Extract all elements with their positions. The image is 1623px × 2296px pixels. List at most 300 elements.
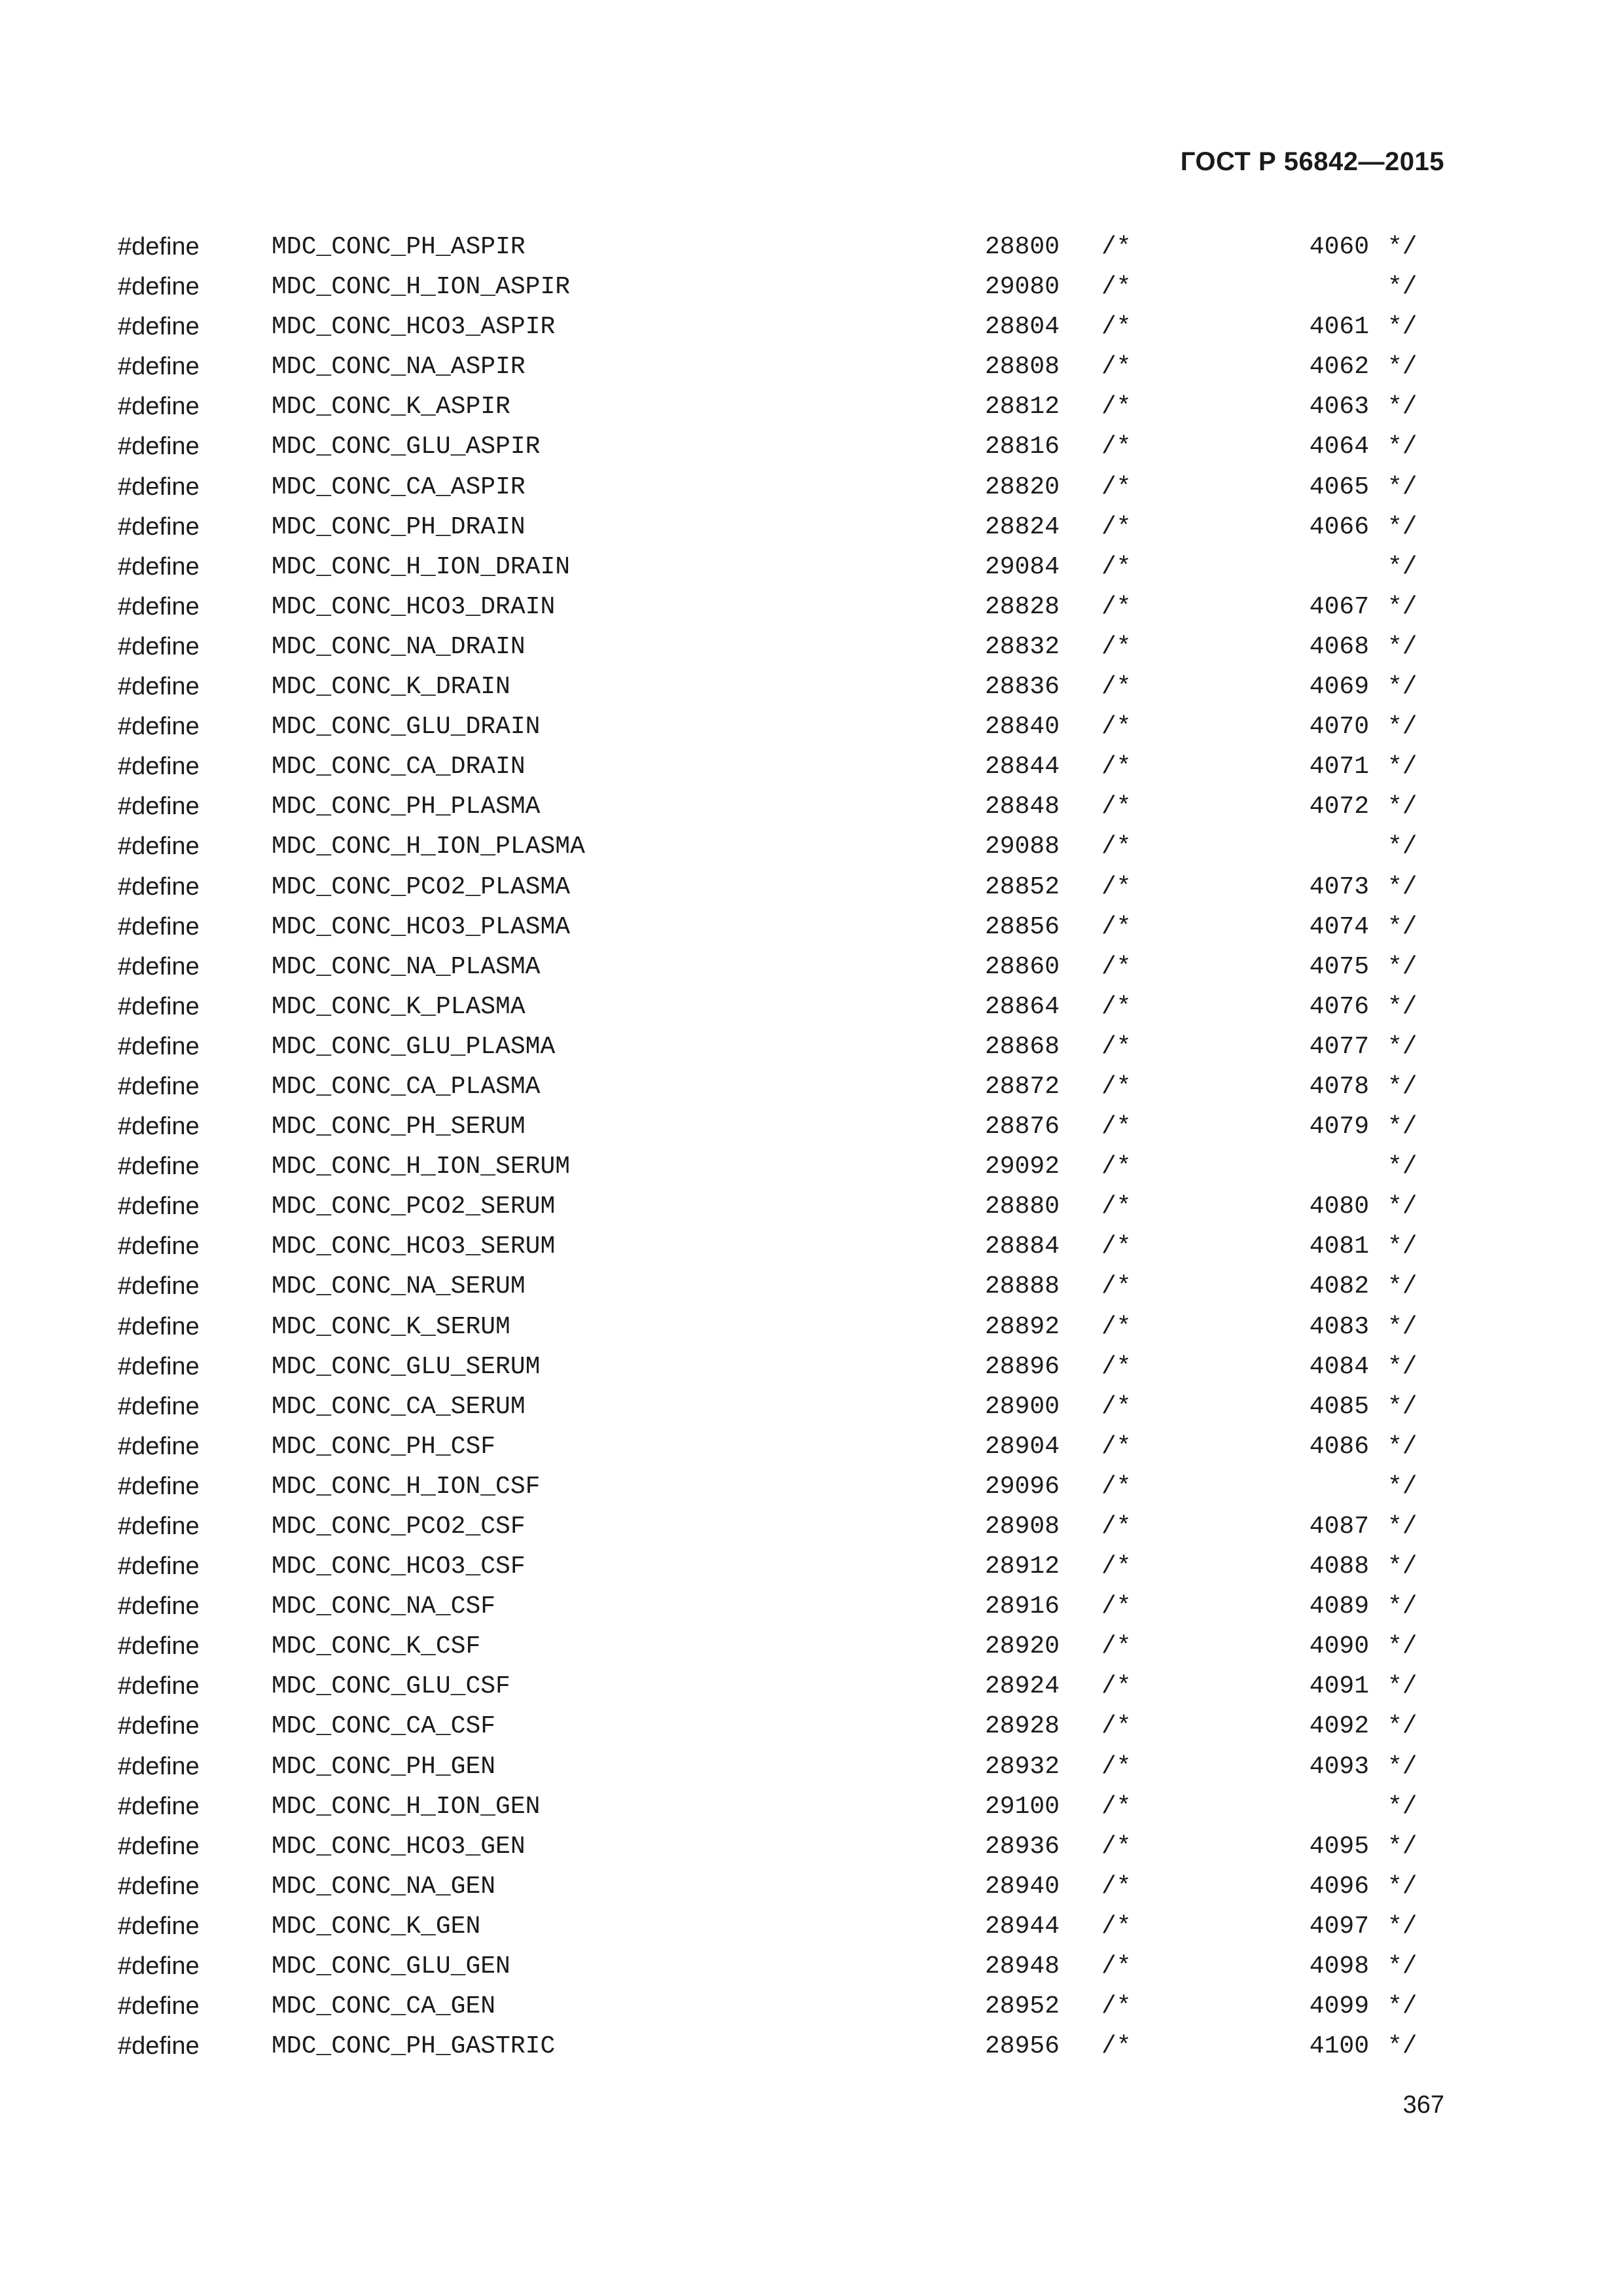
comment-open: /*: [1101, 1832, 1132, 1861]
comment-open: /*: [1101, 1072, 1132, 1101]
comment-close: */: [1387, 1352, 1418, 1381]
define-keyword: #define: [118, 1113, 200, 1141]
macro-value: 28880: [985, 1193, 1060, 1221]
comment-open: /*: [1101, 1193, 1132, 1221]
comment-open: /*: [1101, 833, 1132, 861]
define-keyword: #define: [118, 1072, 200, 1100]
define-row: [0, 787, 1623, 827]
define-row: [0, 1027, 1623, 1067]
define-row: [0, 547, 1623, 587]
comment-close: */: [1387, 673, 1418, 702]
define-row: [0, 1827, 1623, 1867]
define-row: [0, 1147, 1623, 1187]
macro-value: 28916: [985, 1592, 1060, 1621]
comment-open: /*: [1101, 1872, 1132, 1901]
macro-name: MDC_CONC_HCO3_ASPIR: [272, 313, 556, 342]
comment-code: 4078: [1309, 1072, 1369, 1101]
define-keyword: #define: [118, 1193, 200, 1221]
define-keyword: #define: [118, 433, 200, 461]
comment-code: 4068: [1309, 632, 1369, 661]
define-keyword: #define: [118, 592, 200, 620]
define-row: [0, 427, 1623, 467]
macro-value: 28840: [985, 713, 1060, 742]
macro-name: MDC_CONC_H_ION_SERUM: [272, 1153, 571, 1181]
macro-name: MDC_CONC_H_ION_PLASMA: [272, 833, 585, 861]
comment-code: 4093: [1309, 1752, 1369, 1781]
macro-value: 28932: [985, 1752, 1060, 1781]
define-keyword: #define: [118, 1472, 200, 1500]
comment-close: */: [1387, 233, 1418, 261]
macro-value: 28888: [985, 1272, 1060, 1301]
macro-name: MDC_CONC_NA_ASPIR: [272, 353, 526, 382]
comment-open: /*: [1101, 1792, 1132, 1821]
define-keyword: #define: [118, 1552, 200, 1581]
comment-close: */: [1387, 1872, 1418, 1901]
macro-value: 28824: [985, 512, 1060, 541]
macro-value: 28876: [985, 1113, 1060, 1141]
define-row: [0, 307, 1623, 347]
define-row: [0, 1706, 1623, 1746]
macro-name: MDC_CONC_PH_CSF: [272, 1432, 496, 1461]
comment-open: /*: [1101, 1392, 1132, 1421]
comment-close: */: [1387, 512, 1418, 541]
define-keyword: #define: [118, 1952, 200, 1981]
define-keyword: #define: [118, 233, 200, 260]
comment-open: /*: [1101, 753, 1132, 781]
comment-open: /*: [1101, 992, 1132, 1021]
comment-code: 4080: [1309, 1193, 1369, 1221]
comment-code: 4076: [1309, 992, 1369, 1021]
define-keyword: #define: [118, 1752, 200, 1780]
comment-code: 4089: [1309, 1592, 1369, 1621]
define-keyword: #define: [118, 833, 200, 861]
comment-open: /*: [1101, 1752, 1132, 1781]
define-keyword: #define: [118, 473, 200, 501]
comment-open: /*: [1101, 1912, 1132, 1941]
macro-value: 28944: [985, 1912, 1060, 1941]
define-keyword: #define: [118, 1792, 200, 1820]
comment-open: /*: [1101, 1672, 1132, 1701]
define-row: [0, 1907, 1623, 1946]
macro-name: MDC_CONC_H_ION_DRAIN: [272, 552, 571, 581]
comment-close: */: [1387, 1752, 1418, 1781]
define-keyword: #define: [118, 273, 200, 301]
define-keyword: #define: [118, 1032, 200, 1060]
comment-code: 4085: [1309, 1392, 1369, 1421]
comment-close: */: [1387, 313, 1418, 342]
comment-code: 4072: [1309, 793, 1369, 821]
comment-close: */: [1387, 1472, 1418, 1501]
comment-code: 4098: [1309, 1952, 1369, 1981]
macro-value: 28856: [985, 912, 1060, 941]
macro-name: MDC_CONC_GLU_PLASMA: [272, 1032, 556, 1061]
comment-open: /*: [1101, 1032, 1132, 1061]
define-row: [0, 1107, 1623, 1147]
comment-code: 4071: [1309, 753, 1369, 781]
define-keyword: #define: [118, 353, 200, 381]
macro-value: 28816: [985, 433, 1060, 461]
macro-name: MDC_CONC_H_ION_GEN: [272, 1792, 541, 1821]
comment-close: */: [1387, 1072, 1418, 1101]
define-row: [0, 907, 1623, 947]
comment-open: /*: [1101, 1712, 1132, 1741]
comment-close: */: [1387, 632, 1418, 661]
macro-value: 28820: [985, 473, 1060, 501]
macro-value: 28936: [985, 1832, 1060, 1861]
define-keyword: #define: [118, 1672, 200, 1700]
comment-close: */: [1387, 1552, 1418, 1581]
define-keyword: #define: [118, 992, 200, 1020]
macro-name: MDC_CONC_GLU_SERUM: [272, 1352, 541, 1381]
macro-value: 28896: [985, 1352, 1060, 1381]
comment-code: 4100: [1309, 2032, 1369, 2061]
comment-close: */: [1387, 1832, 1418, 1861]
comment-open: /*: [1101, 793, 1132, 821]
comment-open: /*: [1101, 952, 1132, 981]
comment-close: */: [1387, 1272, 1418, 1301]
macro-value: 28868: [985, 1032, 1060, 1061]
comment-code: 4083: [1309, 1312, 1369, 1341]
comment-code: 4079: [1309, 1113, 1369, 1141]
define-keyword: #define: [118, 673, 200, 701]
comment-open: /*: [1101, 673, 1132, 702]
comment-open: /*: [1101, 1552, 1132, 1581]
macro-name: MDC_CONC_PCO2_PLASMA: [272, 872, 571, 901]
comment-close: */: [1387, 833, 1418, 861]
comment-code: 4082: [1309, 1272, 1369, 1301]
comment-close: */: [1387, 2032, 1418, 2061]
comment-open: /*: [1101, 713, 1132, 742]
comment-open: /*: [1101, 1592, 1132, 1621]
macro-name: MDC_CONC_HCO3_CSF: [272, 1552, 526, 1581]
macro-name: MDC_CONC_NA_CSF: [272, 1592, 496, 1621]
macro-name: MDC_CONC_K_ASPIR: [272, 393, 510, 422]
comment-open: /*: [1101, 1113, 1132, 1141]
comment-open: /*: [1101, 473, 1132, 501]
define-keyword: #define: [118, 872, 200, 901]
comment-close: */: [1387, 1952, 1418, 1981]
macro-value: 28956: [985, 2032, 1060, 2061]
macro-name: MDC_CONC_HCO3_GEN: [272, 1832, 526, 1861]
comment-close: */: [1387, 872, 1418, 901]
macro-name: MDC_CONC_K_DRAIN: [272, 673, 510, 702]
comment-code: 4091: [1309, 1672, 1369, 1701]
comment-open: /*: [1101, 273, 1132, 302]
comment-close: */: [1387, 353, 1418, 382]
macro-name: MDC_CONC_K_SERUM: [272, 1312, 510, 1341]
comment-open: /*: [1101, 512, 1132, 541]
macro-value: 29088: [985, 833, 1060, 861]
page-number: 367: [1402, 2091, 1444, 2119]
macro-name: MDC_CONC_CA_CSF: [272, 1712, 496, 1741]
define-row: [0, 1067, 1623, 1107]
macro-value: 29084: [985, 552, 1060, 581]
comment-close: */: [1387, 1312, 1418, 1341]
macro-value: 28836: [985, 673, 1060, 702]
comment-open: /*: [1101, 1312, 1132, 1341]
comment-close: */: [1387, 393, 1418, 422]
comment-close: */: [1387, 1712, 1418, 1741]
comment-open: /*: [1101, 433, 1132, 461]
comment-code: 4062: [1309, 353, 1369, 382]
macro-name: MDC_CONC_CA_ASPIR: [272, 473, 526, 501]
define-row: [0, 1227, 1623, 1266]
comment-close: */: [1387, 912, 1418, 941]
macro-name: MDC_CONC_NA_PLASMA: [272, 952, 541, 981]
macro-name: MDC_CONC_HCO3_PLASMA: [272, 912, 571, 941]
macro-name: MDC_CONC_HCO3_DRAIN: [272, 592, 556, 621]
define-row: [0, 1626, 1623, 1666]
comment-close: */: [1387, 1912, 1418, 1941]
define-keyword: #define: [118, 1992, 200, 2020]
comment-open: /*: [1101, 912, 1132, 941]
comment-code: 4077: [1309, 1032, 1369, 1061]
comment-code: 4064: [1309, 433, 1369, 461]
comment-open: /*: [1101, 1232, 1132, 1261]
comment-open: /*: [1101, 233, 1132, 261]
comment-code: 4088: [1309, 1552, 1369, 1581]
define-row: [0, 827, 1623, 867]
macro-name: MDC_CONC_NA_DRAIN: [272, 632, 526, 661]
macro-value: 28808: [985, 353, 1060, 382]
macro-name: MDC_CONC_PH_GASTRIC: [272, 2032, 556, 2061]
define-row: [0, 627, 1623, 667]
macro-value: 28948: [985, 1952, 1060, 1981]
comment-close: */: [1387, 1232, 1418, 1261]
comment-close: */: [1387, 1392, 1418, 1421]
define-row: [0, 1507, 1623, 1547]
comment-close: */: [1387, 1193, 1418, 1221]
macro-name: MDC_CONC_H_ION_CSF: [272, 1472, 541, 1501]
macro-name: MDC_CONC_K_CSF: [272, 1632, 481, 1661]
macro-value: 28828: [985, 592, 1060, 621]
comment-close: */: [1387, 992, 1418, 1021]
define-keyword: #define: [118, 552, 200, 581]
define-row: [0, 987, 1623, 1027]
macro-name: MDC_CONC_GLU_ASPIR: [272, 433, 541, 461]
comment-close: */: [1387, 1032, 1418, 1061]
comment-open: /*: [1101, 1432, 1132, 1461]
comment-open: /*: [1101, 1153, 1132, 1181]
macro-value: 28860: [985, 952, 1060, 981]
define-keyword: #define: [118, 912, 200, 941]
comment-open: /*: [1101, 313, 1132, 342]
comment-code: 4074: [1309, 912, 1369, 941]
macro-value: 29080: [985, 273, 1060, 302]
define-keyword: #define: [118, 1513, 200, 1540]
comment-close: */: [1387, 1632, 1418, 1661]
comment-close: */: [1387, 753, 1418, 781]
macro-name: MDC_CONC_PH_DRAIN: [272, 512, 526, 541]
comment-open: /*: [1101, 1632, 1132, 1661]
macro-name: MDC_CONC_PCO2_SERUM: [272, 1193, 556, 1221]
comment-code: 4099: [1309, 1992, 1369, 2021]
define-row: [0, 467, 1623, 507]
define-row: [0, 1187, 1623, 1227]
comment-open: /*: [1101, 1952, 1132, 1981]
comment-close: */: [1387, 273, 1418, 302]
comment-close: */: [1387, 1992, 1418, 2021]
comment-close: */: [1387, 1153, 1418, 1181]
define-row: [0, 1467, 1623, 1507]
macro-name: MDC_CONC_NA_SERUM: [272, 1272, 526, 1301]
macro-name: MDC_CONC_NA_GEN: [272, 1872, 496, 1901]
comment-close: */: [1387, 952, 1418, 981]
comment-code: 4086: [1309, 1432, 1369, 1461]
macro-name: MDC_CONC_PH_GEN: [272, 1752, 496, 1781]
define-row: [0, 1787, 1623, 1827]
macro-name: MDC_CONC_HCO3_SERUM: [272, 1232, 556, 1261]
macro-value: 28852: [985, 872, 1060, 901]
comment-close: */: [1387, 1672, 1418, 1701]
macro-name: MDC_CONC_H_ION_ASPIR: [272, 273, 571, 302]
define-row: [0, 1666, 1623, 1706]
comment-close: */: [1387, 433, 1418, 461]
define-keyword: #define: [118, 313, 200, 341]
define-keyword: #define: [118, 793, 200, 821]
define-row: [0, 1266, 1623, 1306]
comment-open: /*: [1101, 393, 1132, 422]
define-row: [0, 1547, 1623, 1587]
macro-value: 28812: [985, 393, 1060, 422]
comment-code: 4090: [1309, 1632, 1369, 1661]
define-keyword: #define: [118, 1592, 200, 1621]
define-row: [0, 227, 1623, 267]
macro-name: MDC_CONC_PH_ASPIR: [272, 233, 526, 261]
macro-value: 29096: [985, 1472, 1060, 1501]
comment-open: /*: [1101, 353, 1132, 382]
comment-close: */: [1387, 1792, 1418, 1821]
comment-open: /*: [1101, 1352, 1132, 1381]
comment-code: 4081: [1309, 1232, 1369, 1261]
document-header: ГОСТ Р 56842—2015: [1180, 147, 1444, 176]
comment-code: 4084: [1309, 1352, 1369, 1381]
comment-open: /*: [1101, 1272, 1132, 1301]
macro-name: MDC_CONC_PCO2_CSF: [272, 1513, 526, 1541]
comment-close: */: [1387, 793, 1418, 821]
comment-open: /*: [1101, 632, 1132, 661]
define-keyword: #define: [118, 1232, 200, 1261]
comment-code: 4067: [1309, 592, 1369, 621]
macro-name: MDC_CONC_CA_SERUM: [272, 1392, 526, 1421]
comment-code: 4066: [1309, 512, 1369, 541]
macro-value: 29092: [985, 1153, 1060, 1181]
define-row: [0, 867, 1623, 907]
comment-code: 4073: [1309, 872, 1369, 901]
macro-name: MDC_CONC_PH_PLASMA: [272, 793, 541, 821]
macro-value: 28844: [985, 753, 1060, 781]
comment-open: /*: [1101, 552, 1132, 581]
define-row: [0, 1747, 1623, 1787]
macro-value: 28848: [985, 793, 1060, 821]
macro-value: 28872: [985, 1072, 1060, 1101]
define-row: [0, 1307, 1623, 1347]
define-keyword: #define: [118, 1832, 200, 1860]
define-row: [0, 347, 1623, 387]
macro-name: MDC_CONC_CA_GEN: [272, 1992, 496, 2021]
macro-value: 28884: [985, 1232, 1060, 1261]
define-row: [0, 1387, 1623, 1427]
define-keyword: #define: [118, 1432, 200, 1460]
macro-value: 28864: [985, 992, 1060, 1021]
define-keyword: #define: [118, 632, 200, 660]
comment-open: /*: [1101, 592, 1132, 621]
define-row: [0, 507, 1623, 547]
define-row: [0, 1986, 1623, 2026]
define-keyword: #define: [118, 1392, 200, 1420]
macro-value: 28908: [985, 1513, 1060, 1541]
macro-name: MDC_CONC_GLU_CSF: [272, 1672, 510, 1701]
define-row: [0, 947, 1623, 987]
comment-close: */: [1387, 1592, 1418, 1621]
comment-code: 4097: [1309, 1912, 1369, 1941]
comment-code: 4096: [1309, 1872, 1369, 1901]
define-listing: [0, 227, 1623, 2066]
define-keyword: #define: [118, 2032, 200, 2060]
define-row: [0, 1946, 1623, 1986]
macro-value: 28800: [985, 233, 1060, 261]
macro-name: MDC_CONC_K_GEN: [272, 1912, 481, 1941]
macro-value: 28920: [985, 1632, 1060, 1661]
define-row: [0, 1347, 1623, 1387]
macro-value: 28924: [985, 1672, 1060, 1701]
define-row: [0, 707, 1623, 747]
comment-close: */: [1387, 713, 1418, 742]
define-row: [0, 747, 1623, 787]
macro-value: 28928: [985, 1712, 1060, 1741]
comment-close: */: [1387, 592, 1418, 621]
macro-value: 29100: [985, 1792, 1060, 1821]
macro-value: 28940: [985, 1872, 1060, 1901]
define-row: [0, 267, 1623, 307]
comment-code: 4095: [1309, 1832, 1369, 1861]
comment-close: */: [1387, 1513, 1418, 1541]
define-keyword: #define: [118, 1712, 200, 1740]
macro-value: 28804: [985, 313, 1060, 342]
define-row: [0, 1427, 1623, 1467]
define-keyword: #define: [118, 1153, 200, 1181]
define-keyword: #define: [118, 1272, 200, 1300]
comment-code: 4065: [1309, 473, 1369, 501]
define-keyword: #define: [118, 1352, 200, 1380]
comment-close: */: [1387, 552, 1418, 581]
define-row: [0, 387, 1623, 427]
macro-value: 28912: [985, 1552, 1060, 1581]
macro-name: MDC_CONC_GLU_DRAIN: [272, 713, 541, 742]
define-row: [0, 2026, 1623, 2066]
define-keyword: #define: [118, 952, 200, 980]
define-row: [0, 1587, 1623, 1626]
macro-value: 28952: [985, 1992, 1060, 2021]
define-keyword: #define: [118, 1912, 200, 1940]
define-keyword: #define: [118, 393, 200, 421]
comment-open: /*: [1101, 1472, 1132, 1501]
comment-code: 4087: [1309, 1513, 1369, 1541]
comment-open: /*: [1101, 872, 1132, 901]
macro-name: MDC_CONC_PH_SERUM: [272, 1113, 526, 1141]
macro-name: MDC_CONC_CA_PLASMA: [272, 1072, 541, 1101]
comment-open: /*: [1101, 1992, 1132, 2021]
comment-code: 4063: [1309, 393, 1369, 422]
comment-open: /*: [1101, 1513, 1132, 1541]
comment-code: 4061: [1309, 313, 1369, 342]
define-keyword: #define: [118, 1632, 200, 1660]
comment-code: 4069: [1309, 673, 1369, 702]
define-keyword: #define: [118, 753, 200, 781]
comment-close: */: [1387, 1113, 1418, 1141]
define-keyword: #define: [118, 512, 200, 541]
define-row: [0, 1867, 1623, 1907]
